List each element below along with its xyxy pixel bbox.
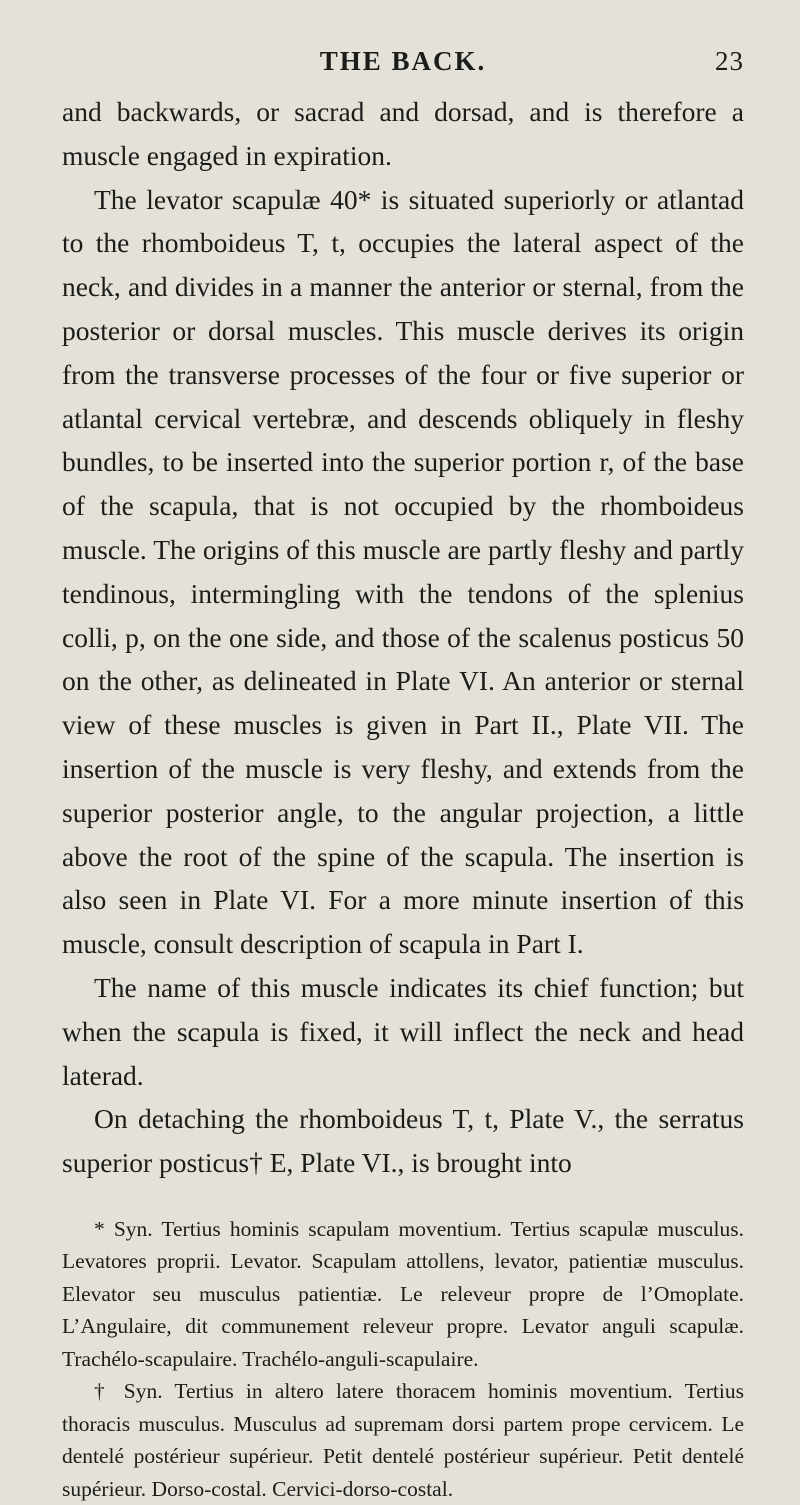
running-head <box>62 0 744 76</box>
page-number: 23 <box>715 46 744 76</box>
body-text <box>62 90 744 1185</box>
paragraph-serratus: On detaching the rhomboideus T, t, Plate V., the serratus superior posticus† E, Plate VI., is brought into <box>62 1103 744 1179</box>
paragraph-continuation: and backwards, or sacrad and dorsad, and is therefore a muscle engaged in expiration. <box>62 96 744 171</box>
paragraph-levator-scapulae: The levator scapulæ 40* is situated superiorly or atlantad to the rhomboideus T, t, occupies the lateral aspect of the neck, and divides in a manner the anterior or sternal, from the posterior or dorsal muscles. This muscle derives its origin from the transverse processes of the four or five superior or atlantal cervical vertebræ, and descends obliquely in fleshy bundles, to be inserted into the superior portion r, of the base of the scapula, that is not occupied by the rhomboideus muscle. The origins of this muscle are partly fleshy and partly tendinous, intermingling with the tendons of the splenius colli, p, on the one side, and those of the scalenus posticus 50 on the other, as delineated in Plate VI. An anterior or sternal view of these muscles is given in Part II., Plate VII. The insertion of the muscle is very fleshy, and extends from the superior posterior angle, to the angular projection, a little above the root of the spine of the scapula. The insertion is also seen in Plate VI. For a more minute insertion of this muscle, consult description of scapula in Part I. <box>62 183 744 960</box>
running-title: THE BACK. <box>319 46 487 76</box>
paragraph-function: The name of this muscle indicates its chief function; but when the scapula is fixed, it will inflect the neck and head laterad. <box>62 971 744 1091</box>
footnotes <box>62 1213 744 1505</box>
footnote-levator-synonyms: * Syn. Tertius hominis scapulam moventium. Tertius scapulæ musculus. Levatores proprii. Levator. Scapulam attollens, levator, patientiæ musculus. Elevator seu musculus patientiæ. Le releveur propre de l’Omoplate. L’Angulaire, dit communement releveur propre. Levator anguli scapulæ. Trachélo-scapulaire. Trachélo-anguli-scapulaire. <box>62 1216 744 1371</box>
footnote-serratus-synonyms: † Syn. Tertius in altero latere thoracem hominis moventium. Tertius thoracis musculus. Musculus ad supremam dorsi partem prope cervicem. Le dentelé postérieur supérieur. Petit dentelé postérieur supérieur. Petit dentelé supérieur. Dorso-costal. Cervici-dorso-costal. <box>62 1379 744 1501</box>
